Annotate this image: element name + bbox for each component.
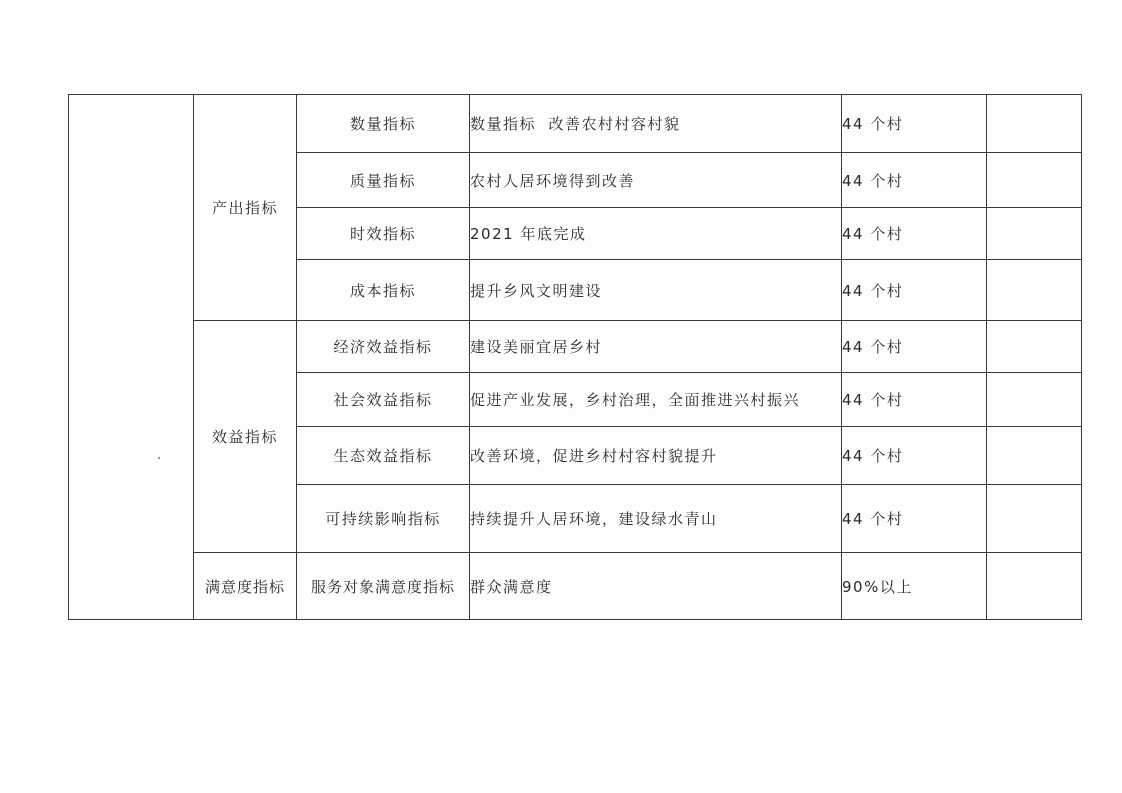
indicator-value: 44 个村 [842, 427, 987, 485]
indicator-name: 服务对象满意度指标 [297, 553, 470, 620]
indicator-name: 质量指标 [297, 153, 470, 208]
indicator-content: 持续提升人居环境，建设绿水青山 [470, 485, 842, 553]
indicator-name: 生态效益指标 [297, 427, 470, 485]
blank-left-cell [69, 95, 194, 620]
indicator-value: 44 个村 [842, 95, 987, 153]
indicator-value: 44 个村 [842, 321, 987, 373]
indicator-name: 数量指标 [297, 95, 470, 153]
blank-cell [987, 321, 1082, 373]
blank-cell [987, 427, 1082, 485]
indicator-value: 90%以上 [842, 553, 987, 620]
indicator-value: 44 个村 [842, 153, 987, 208]
indicator-name: 经济效益指标 [297, 321, 470, 373]
blank-cell [987, 260, 1082, 321]
blank-cell [987, 373, 1082, 427]
indicator-content: 群众满意度 [470, 553, 842, 620]
blank-cell [987, 485, 1082, 553]
indicator-name: 时效指标 [297, 208, 470, 260]
table-row [69, 321, 1082, 373]
indicator-value: 44 个村 [842, 485, 987, 553]
group-label: 满意度指标 [194, 553, 297, 620]
indicator-content: 促进产业发展，乡村治理，全面推进兴村振兴 [470, 373, 842, 427]
indicator-name: 可持续影响指标 [297, 485, 470, 553]
group-label: 产出指标 [194, 95, 297, 321]
table-row [69, 553, 1082, 620]
group-label: 效益指标 [194, 321, 297, 553]
indicator-content: 2021 年底完成 [470, 208, 842, 260]
blank-cell [987, 153, 1082, 208]
indicator-name: 成本指标 [297, 260, 470, 321]
indicator-content: 数量指标 改善农村村容村貌 [470, 95, 842, 153]
indicator-content: 农村人居环境得到改善 [470, 153, 842, 208]
blank-cell [987, 95, 1082, 153]
indicator-name: 社会效益指标 [297, 373, 470, 427]
indicator-value: 44 个村 [842, 208, 987, 260]
indicator-value: 44 个村 [842, 260, 987, 321]
indicator-content: 建设美丽宜居乡村 [470, 321, 842, 373]
indicator-content: 提升乡风文明建设 [470, 260, 842, 321]
table-row [69, 95, 1082, 153]
indicator-content: 改善环境，促进乡村村容村貌提升 [470, 427, 842, 485]
indicator-value: 44 个村 [842, 373, 987, 427]
blank-cell [987, 208, 1082, 260]
performance-indicator-table [68, 94, 1082, 620]
blank-cell [987, 553, 1082, 620]
